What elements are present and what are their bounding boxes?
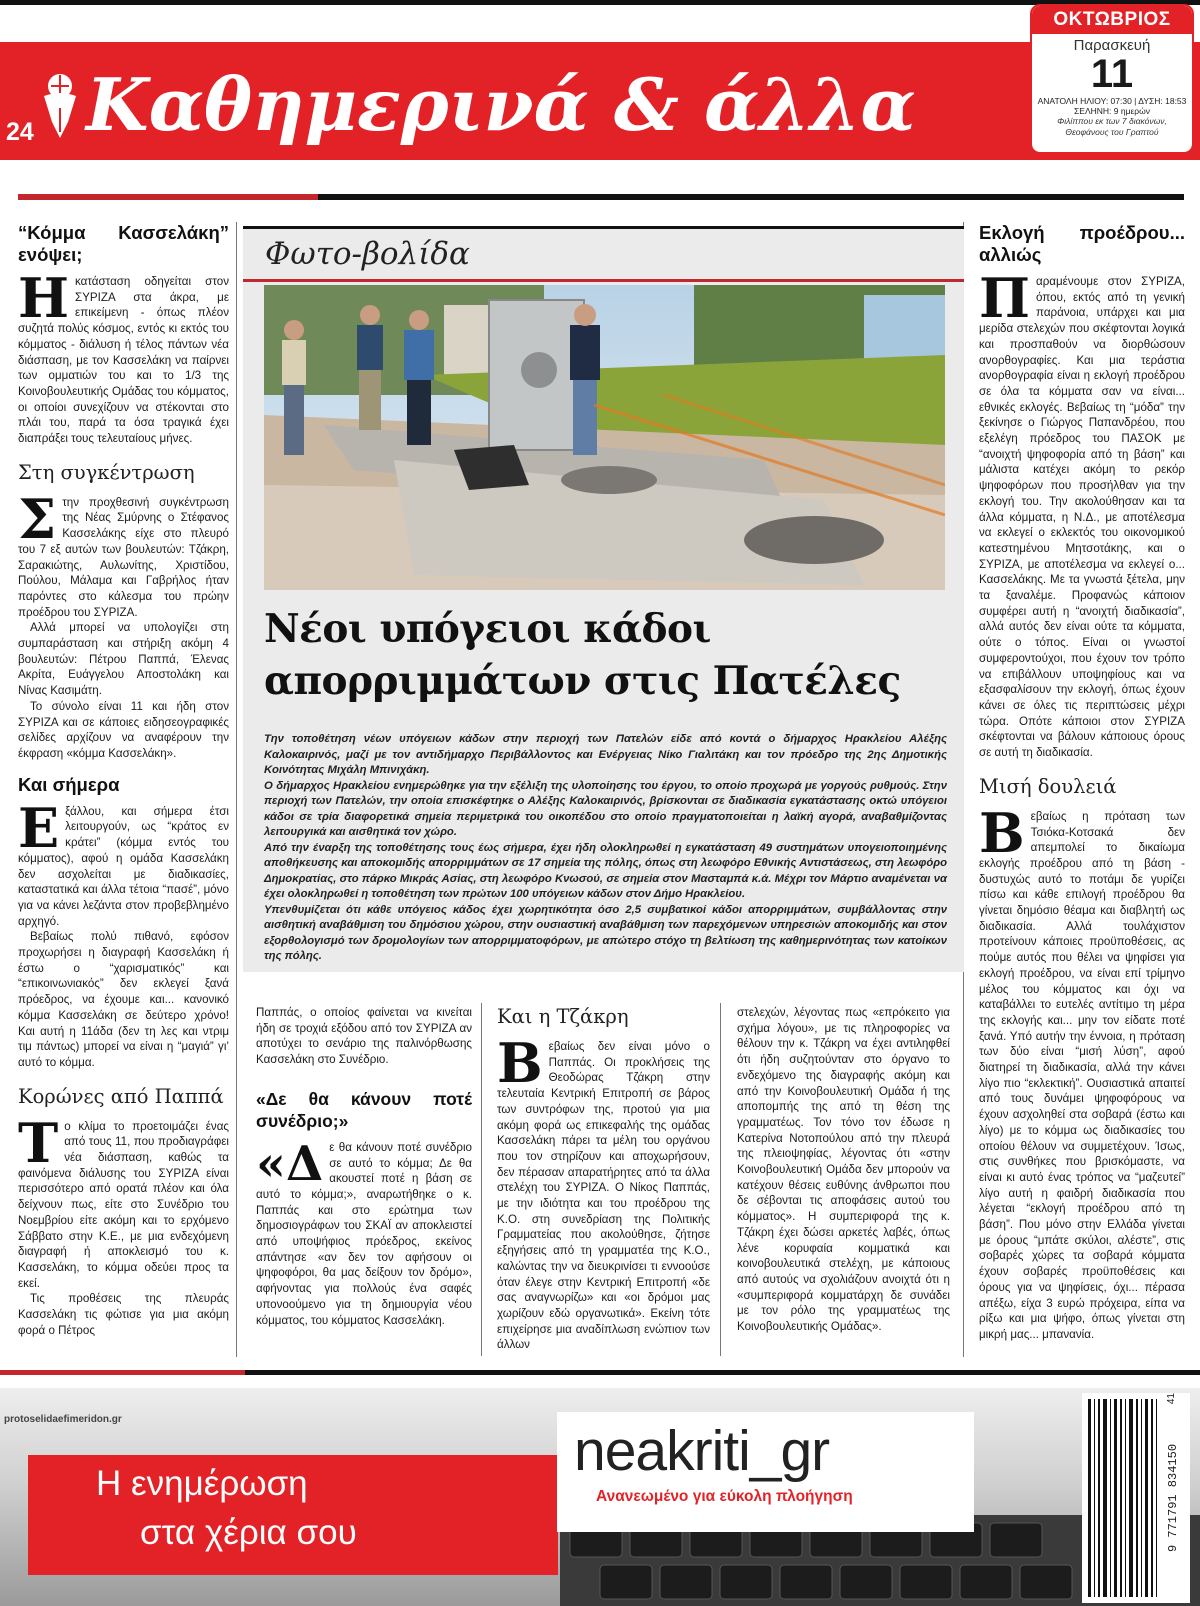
feature-body bbox=[264, 732, 947, 965]
date-day: 11 bbox=[1090, 52, 1134, 96]
date-month: ΟΚΤΩΒΡΙΟΣ bbox=[1032, 6, 1192, 34]
ad-slogan-line-2: στα χέρια σου bbox=[140, 1513, 357, 1552]
drop-cap: Τ bbox=[18, 1110, 59, 1175]
issue-code: 41 bbox=[1166, 1393, 1177, 1405]
column-divider bbox=[481, 1003, 482, 1356]
feature-paragraph: Ο δήμαρχος Ηρακλείου ενημερώθηκε για την εξέλιξη της υλοποίησης του έργου, το οποίο προχωρά με γοργούς ρυθμούς. Στην περιοχή των Πατελών, την οποία επισκέφτηκε ο Αλέξης Καλοκαιρινός, βρίσκονται σε διαδικασία εγκατάστασης οκτώ υπόγειοι κάδοι σε τρία διαφορετικά σημεία περιμετρικά του οικοπέδου στο οποίο πραγματοποιείται η λαϊκή αγορά, αναβαθμίζοντας λειτουργικά και αισθητικά τον χώρο. bbox=[264, 779, 947, 838]
feature-tag-accent bbox=[243, 279, 964, 282]
left-column bbox=[18, 222, 229, 1338]
bottom-column-2 bbox=[497, 1005, 710, 1353]
drop-cap: Β bbox=[497, 1031, 543, 1095]
page-number: 24 bbox=[6, 118, 34, 146]
article-paragraph: Το σύνολο είναι 11 και ήδη στον ΣΥΡΙΖΑ και σε κάποιες ειδησεογραφικές σελίδες αρχίζουν να αναφέρουν την έκφραση «κόμμα Κασσελάκη». bbox=[18, 699, 229, 760]
feature-headline: Νέοι υπόγειοι κάδοι απορριμμάτων στις Πατέλες bbox=[264, 606, 901, 704]
article-paragraph: Παραμένουμε στον ΣΥΡΙΖΑ, όπου, εκτός από τη γενική παράνοια, υπάρχει και μια μερίδα στελεχών που σκέφτονται λογικά και προσπαθούν να διορθώσουν ανορθογραφίες. Και μια τεράστια ανορθογραφία είναι η εκλογή προέδρου σε όλα τα κόμματα σαν να είναι... εθνικές εκλογές. Βεβαίως τη “μόδα” την ξεκίνησε ο Γιώργος Παπανδρέου, που εξελέγη πρόεδρος του ΠΑΣΟΚ με “ανοιχτή ψηφοφορία από τη βάση” και μάλιστα κατέχει ακόμη το ρεκόρ ψηφοφόρων που προσήλθαν για την εκλογή του. Την ακολούθησαν και τα άλλα κόμματα, η Ν.Δ., με αποτέλεσμα να εκλεγεί ο εκλεκτός του οικονομικού κατεστημένου Μητσοτάκης, και ο ΣΥΡΙΖΑ, με αποτέλεσμα να εκλεγεί ο... Κασσελάκης. Με τα γνωστά ξέτελα, μην τα ξαναλέμε. Προφανώς κάποιον συμφέρει αυτή η “ανοιχτή διαδικασία”, αλλά αυτός δεν είναι ούτε τα κόμματα, ούτε ο τόπος. Είναι οι γνωστοί συμφεροντούχοι, που έχουν τον τρόπο να επιβάλλουν υποψηφίους και να εξασφαλίσουν την εκλογή, όπως έχουν κάνει σε όλες τις περιπτώσεις μέχρι τώρα. Οπότε κάποιοι στον ΣΥΡΙΖΑ σκέφτονται να βάλουν κάποιους όρους σε αυτή τη διαδικασία. bbox=[979, 266, 1185, 760]
drop-cap: Σ bbox=[18, 486, 57, 551]
subheading: Και η Τζάκρη bbox=[497, 1005, 629, 1028]
column-divider bbox=[720, 1003, 721, 1356]
feature-photo bbox=[264, 285, 945, 590]
right-column bbox=[979, 222, 1185, 1343]
article-paragraph: Το κλίμα το προετοιμάζει ένας από τους 11, που προδιαγράφει νέα διάσπαση, καθώς τα φαινόμενα διάλυσης του ΣΥΡΙΖΑ είναι περισσότερο από ορατά πλέον και όλα δείχνουν πως, είτε στο Συνέδριο του Νοεμβρίου είτε ακόμη και το ερχόμενο Σάββατο στην Κ.Ε., με μια ενδεχόμενη διαγραφή ή αποκλεισμό του κ. Κασσελάκη, το κόμμα οδεύει προς τα εκεί. bbox=[18, 1110, 229, 1290]
header-rule-accent bbox=[18, 194, 318, 200]
article-paragraph: Παππάς, ο οποίος φαίνεται να κινείται ήδη σε τροχιά εξόδου από τον ΣΥΡΙΖΑ αν αποτύχει το σενάριο της παλινόρθωσης Κασσελάκη στο Συνέδριο. bbox=[256, 1006, 472, 1067]
article-paragraph: Τις προθέσεις της πλευράς Κασσελάκη τις φώτισε για μια ακόμη φορά ο Πέτρος bbox=[18, 1292, 229, 1337]
date-weekday: Παρασκευή bbox=[1073, 37, 1151, 54]
feature-paragraph: Την τοποθέτηση νέων υπόγειων κάδων στην περιοχή των Πατελών είδε από κοντά ο δήμαρχος Ηρακλείου Αλέξης Καλοκαιρινός, μαζί με τον αντιδήμαρχο Περιβάλλοντος και Ενέργειας Νίκο Γιαλιτάκη και τον πρόεδρο της 2ης Δημοτικής Κοινότητας Μιχάλη Μπινιχάκη. bbox=[264, 733, 947, 776]
bottom-column-1 bbox=[256, 1005, 472, 1328]
drop-cap: Η bbox=[18, 266, 70, 330]
article-paragraph: Βεβαίως δεν είναι μόνο ο Παππάς. Οι προκλήσεις της Θεοδώρας Τζάκρη στην τελευταία Κεντρική Επιτροπή σε βάρος των συντρόφων της, προτού για μια ακόμη φορά ως επικεφαλής της ομάδας Κασσελάκη πάρει τα μέλη του οργάνου που τον στηρίζουν και αποχωρήσουν, δεν πέρασαν απαρατήρητες από τα άλλα στελέχη του ΣΥΡΙΖΑ. Ο Νίκος Παππάς, με την ιδιότητα και του προέδρου της Κ.Ο. στη συνεδρίαση της Πολιτικής Γραμματείας που ακολούθησε, ζήτησε εξηγήσεις από τη γραμματέα της Κ.Ο., καλώντας την να διευκρινίσει τι εννοούσε όταν έλεγε στην Κεντρική Επιτροπή «δε σας αναγνωρίζω» και «οι δρόμοι μας χωρίζουν εδώ οργανωτικά». Εκείνη τότε επιχείρησε μια αναδίπλωση ενώπιον των άλλων bbox=[497, 1031, 710, 1352]
feature-paragraph: Υπενθυμίζεται ότι κάθε υπόγειος κάδος έχει χωρητικότητα όσο 2,5 συμβατικοί κάδοι απορριμμάτων, συμβάλλοντας στην αισθητική αναβάθμιση του δημόσιου χώρου, στην ουσιαστική αναβάθμιση των παρεχόμενων υπηρεσιών αποκομιδής και στον εξορθολογισμό των δρομολογίων των απορριμματοφόρων, με απώτερο στόχο τη βελτίωση της καθημερινότητας των κατοίκων της πόλης. bbox=[264, 903, 947, 962]
drop-cap: Ε bbox=[18, 795, 60, 860]
feature-paragraph: Από την έναρξη της τοποθέτησης τους έως σήμερα, έχει ήδη ολοκληρωθεί η εγκατάσταση 49 συστημάτων υπογειοποιημένης αποθήκευσης και αποκομιδής απορριμμάτων σε 17 σημεία της πόλης, όπως στη λεωφόρο Εθνικής Αντιστάσεως, στη λεωφόρο Δημοκρατίας, στο πάρκο Μικράς Ασίας, στη λεωφόρο Κνωσού, σε σημεία στον Μασταμπά κ.ά. Μέχρι τον Μάρτιο αναμένεται να έχει ολοκληρωθεί η τοποθέτηση των πρώτων 100 υπόγειων κάδων στον Δήμο Ηρακλείου. bbox=[264, 841, 947, 900]
feature-tag: Φωτο-βολίδα bbox=[265, 236, 470, 272]
article-paragraph: «Δε θα κάνουν ποτέ συνέδριο σε αυτό το κόμμα; Δε θα ακουστεί ποτέ η βάση σε αυτό το κόμμα;», αναρωτήθηκε ο κ. Παππάς και στο ερώτημα των δημοσιογράφων του ΣΚΑΪ αν αποκλειστεί από υποψήφιος πρόεδρος, εκείνος απάντησε «αν δεν τον αφήσουν οι ψηφοφόροι, θα μας δείξουν τον δρόμο», αφήνοντας για πολλούς ένα σαφές υπονοούμενο για τη δημιουργία νέου κόμματος, του κόμματος Κασσελάκη. bbox=[256, 1135, 472, 1327]
article-title: “Κόμμα Κασσελάκη” ενόψει; bbox=[18, 222, 229, 265]
barcode-number: 9 771791 834150 bbox=[1166, 1443, 1180, 1553]
column-divider bbox=[236, 222, 237, 1357]
subheading: Και σήμερα bbox=[18, 773, 120, 795]
article-title: Εκλογή προέδρου... αλλιώς bbox=[979, 222, 1185, 265]
bottom-column-3 bbox=[737, 1005, 950, 1335]
drop-cap: Π bbox=[979, 266, 1030, 330]
footer-rule-accent bbox=[0, 1370, 245, 1375]
ad-brand-logo: neakriti_gr bbox=[574, 1419, 830, 1483]
article-paragraph: στελεχών, λέγοντας πως «επρόκειτο για σχήμα λόγου», με τις πληροφορίες να θέλουν την κ. Τζάκρη να έχει αντιληφθεί ότι ήδη συζητούνταν στο όργανο το ενδεχόμενο της διαγραφής ακόμη και από την Κοινοβουλευτική Ομάδα ή της αποπομπής της από τη θέση της γραμματέως. Τον τόνο τον έδωσε η Κατερίνα Νοτοπούλου από την πλευρά της πλειοψηφίας, λέγοντας ότι «στην Κοινοβουλευτική Ομάδα δεν μπορούν να κατέχουν θέσεις ευθύνης άνθρωποι που δε σέβονται τις αποφάσεις αυτού του κόμματος». Η συμπεριφορά της κ. Τζάκρη έχει δώσει αρκετές λαβές, όπως λένε κορυφαία κομματικά και κοινοβουλευτικά στελέχη, με κάποιους από αυτούς να σχολιάζουν ανοιχτά ότι η «συμπεριφορά κομματάρχη δε συνάδει με τον ρόλο της γραμματέως της Κοινοβουλευτικής Ομάδας». bbox=[737, 1006, 950, 1334]
watermark: protoselidaefimeridon.gr bbox=[4, 1414, 122, 1425]
date-box bbox=[1030, 4, 1194, 154]
sunrise-sunset: ΑΝΑΤΟΛΗ ΗΛΙΟΥ: 07:30 | ΔΥΣΗ: 18:53 bbox=[1037, 96, 1187, 106]
article-paragraph: Βεβαίως η πρόταση των Τσιόκα-Κοτσακά δεν απεμπολεί το δικαίωμα εκλογής προέδρου από τη βάση - δυστυχώς αυτό το ποτάμι δε γυρίζει πίσω και κάθε επιλογή προέδρου θα γίνεται δημόσιο θέαμα και διαβλητή ως διαδικασία. Αλλά τουλάχιστον προτείνουν κάποιες προϋποθέσεις, ας πούμε αυτός που θέλει να ψηφίσει για εκλογή προέδρου, να είναι επί τρίμηνο μέλος του κόμματος και όχι να καταβάλλει το ευτελές αντίτιμο τη μέρα της εκλογής και... μην τον είδατε ποτέ ξανά. Υπό αυτήν την έννοια, η πρόταση των δύο είναι “μισή λύση”, αφού διατηρεί τη διαδικασία, αλλά την κάνει λίγο πιο “εκλεκτική”. Ουσιαστικά απαιτεί από τους δυνάμει ψηφοφόρους να έχουν ασχοληθεί στα σοβαρά (έστω και λίγο) με το κόμμα ως διαδικασίες του οποίου θέλουν να συμμετέχουν. Ίσως, στις συνθήκες που βρισκόμαστε, να είναι κι αυτό ένας τρόπος να “μαζευτεί” λίγο αυτή η φαιδρή διαδικασία που λέγεται “εκλογή προέδρου από τη βάση”. Που μόνο στην Ελλάδα γίνεται με όρους “μπάτε σκύλοι, αλέστε”, στις σοβαρές χώρες τα σοβαρά κόμματα έχουν σοβαρές προϋποθέσεις και όρους για να ψηφίσεις, όχι... πέρασα απέξω, είχα 3 ευρώ πρόχειρα, είπα να ρίξω και μια ψήφο, όπως γίνεται στη μικρή μας... μπανανία. bbox=[979, 800, 1185, 1341]
name-days: Φιλίππου εκ των 7 διακόνων, Θεοφάνους του Γραπτού bbox=[1057, 116, 1167, 137]
subheading: «Δε θα κάνουν ποτέ συνέδριο;» bbox=[256, 1088, 472, 1131]
article-paragraph: Βεβαίως πολύ πιθανό, εφόσον προχωρήσει η διαγραφή Κασσελάκη ή έστω ο “χαρισματικός” και “επικοινωνιακός” δεν εκλεγεί ξανά πρόεδρος, να έχουμε και... κανονικό κόμμα Κασσελάκη σε δεύτερο χρόνο! Και αυτή η 11άδα (δεν τη λες και ντριμ τιμ πάντως) μπορεί να είναι η “μαγιά” γι’ αυτό το κόμμα. bbox=[18, 930, 229, 1069]
ad-tagline: Ανανεωμένο για εύκολη πλοήγηση bbox=[596, 1488, 853, 1505]
drop-cap: «Δ bbox=[256, 1135, 324, 1192]
subheading: Κορώνες από Παππά bbox=[18, 1084, 224, 1108]
subheading: Μισή δουλειά bbox=[979, 774, 1117, 798]
article-paragraph: Ηκατάσταση οδηγείται στον ΣΥΡΙΖΑ στα άκρα, με επικείμενη - όπως πλέον συζητά πολύς κόσμος, εντός κι εκτός του κόμματος - διάλυση ή τέλος πάντων νέα διάσπαση, με τον Κασσελάκη να παίρνει των ομματιών του και το 1/3 της Κοινοβουλευτικής Ομάδας του κόμματος, οι οποίοι συνεχίζουν να στέκονται στο πλάι του, παρά τα όσα τραγικά έχει διαπράξει τους τελευταίους μήνες. bbox=[18, 266, 229, 446]
fountain-pen-logo-icon bbox=[38, 70, 82, 140]
section-title: Καθημερινά & άλλα bbox=[86, 62, 916, 147]
barcode bbox=[1082, 1393, 1190, 1603]
moon-phase: ΣΕΛΗΝΗ: 9 ημερών bbox=[1074, 106, 1150, 116]
drop-cap: Β bbox=[979, 800, 1025, 865]
top-border bbox=[0, 0, 1200, 5]
article-paragraph: Στην προχθεσινή συγκέντρωση της Νέας Σμύρνης ο Στέφανος Κασσελάκης είχε στο πλευρό του 7 εξ αυτών των βουλευτών: Τζάκρη, Σαρακιώτης, Αυλωνίτης, Χριστίδου, Πούλου, Μάλαμα και Γαβρήλος ήταν παρόντες στο κάλεσμα του πρώην προέδρου του ΣΥΡΙΖΑ. bbox=[18, 486, 229, 619]
article-paragraph: Αλλά μπορεί να υπολογίζει στη συμπαράσταση και στήριξη ακόμη 4 βουλευτών: Πέτρου Παππά, Έλενας Ακρίτα, Ευάγγελου Αποστολάκη και Νίνας Κασιμάτη. bbox=[18, 621, 229, 698]
subheading: Στη συγκέντρωση bbox=[18, 460, 195, 484]
ad-slogan-line-1: Η ενημέρωση bbox=[96, 1464, 308, 1503]
article-paragraph: Εξάλλου, και σήμερα έτσι λειτουργούν, ως “κράτος εν κράτει” (κόμμα εντός του κόμματος), αφού η ομάδα Κασσελάκη δεν ασχολείται με διαδικασίες, καταστατικά και άλλα τέτοια “πασέ”, μόνο για να κάνει λεζάντα στον προβεβλημένο αρχηγό. bbox=[18, 795, 229, 928]
